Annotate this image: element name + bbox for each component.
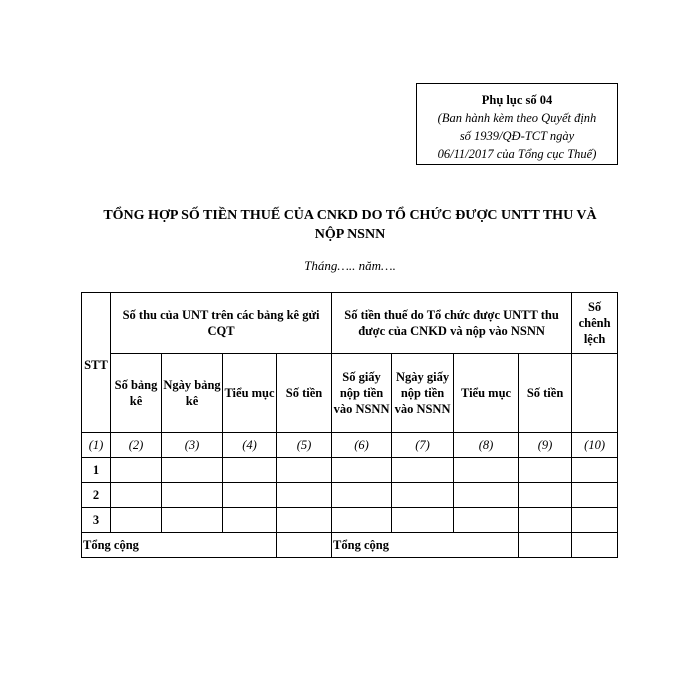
column-number: (9) [519,433,572,458]
header-sub-item: Tiểu mục [223,354,277,433]
table-cell [223,483,277,508]
appendix-number: Phụ lục số 04 [481,93,553,107]
document-title [60,206,640,244]
appendix-note-line3: 06/11/2017 của Tổng cục Thuế) [437,147,597,161]
table-cell [572,483,618,508]
table-cell [392,483,454,508]
header-payment-date: Ngày giấy nộp tiền vào NSNN [392,354,454,433]
table-cell [111,458,162,483]
table-cell [277,458,332,483]
table-cell [519,508,572,533]
table-cell [111,508,162,533]
document-title-line1: TỔNG HỢP SỐ TIỀN THUẾ CỦA CNKD DO TỔ CHỨC ĐƯỢC UNTT THU VÀ [103,208,597,223]
header-sub-item-2: Tiểu mục [454,354,519,433]
table-cell [223,508,277,533]
table-cell [572,458,618,483]
total-amount-unt [277,533,332,558]
header-difference-empty [572,354,618,433]
header-statement-number: Số bảng kê [111,354,162,433]
table-cell [519,483,572,508]
table-row [82,508,618,533]
total-amount-untt [519,533,572,558]
column-number: (3) [162,433,223,458]
total-row [82,533,618,558]
table-cell [332,483,392,508]
row-index: 3 [82,508,111,533]
header-stt: STT [82,293,111,433]
table-cell [223,458,277,483]
header-group-unt: Số thu của UNT trên các bảng kê gửi CQT [111,293,332,354]
table-cell [454,458,519,483]
table-cell [162,483,223,508]
summary-table [81,292,618,558]
total-label-unt: Tổng cộng [82,533,277,558]
row-index: 2 [82,483,111,508]
table-cell [277,483,332,508]
column-number: (4) [223,433,277,458]
table-cell [111,483,162,508]
table-cell [572,508,618,533]
column-number: (5) [277,433,332,458]
column-number: (7) [392,433,454,458]
appendix-box [416,83,618,165]
header-statement-date: Ngày bảng kê [162,354,223,433]
table-row [82,458,618,483]
table-cell [332,458,392,483]
row-index: 1 [82,458,111,483]
table-row [82,483,618,508]
table-cell [519,458,572,483]
column-number: (8) [454,433,519,458]
column-number: (2) [111,433,162,458]
column-number: (1) [82,433,111,458]
table-cell [277,508,332,533]
total-difference [572,533,618,558]
table-cell [162,458,223,483]
table-cell [454,508,519,533]
table-cell [162,508,223,533]
header-group-untt: Số tiền thuế do Tổ chức được UNTT thu được của CNKD và nộp vào NSNN [332,293,572,354]
appendix-note-line1: (Ban hành kèm theo Quyết định [437,111,597,125]
header-payment-number: Số giấy nộp tiền vào NSNN [332,354,392,433]
header-amount-2: Số tiền [519,354,572,433]
total-label-untt: Tổng cộng [332,533,519,558]
document-title-line2: NỘP NSNN [314,227,386,242]
table-cell [332,508,392,533]
table-cell [392,508,454,533]
column-number: (10) [572,433,618,458]
table-cell [454,483,519,508]
date-line: Tháng….. năm…. [304,258,396,273]
appendix-note-line2: số 1939/QĐ-TCT ngày [459,129,575,143]
column-number: (6) [332,433,392,458]
table-cell [392,458,454,483]
header-difference: Số chênh lệch [572,293,618,354]
header-amount: Số tiền [277,354,332,433]
